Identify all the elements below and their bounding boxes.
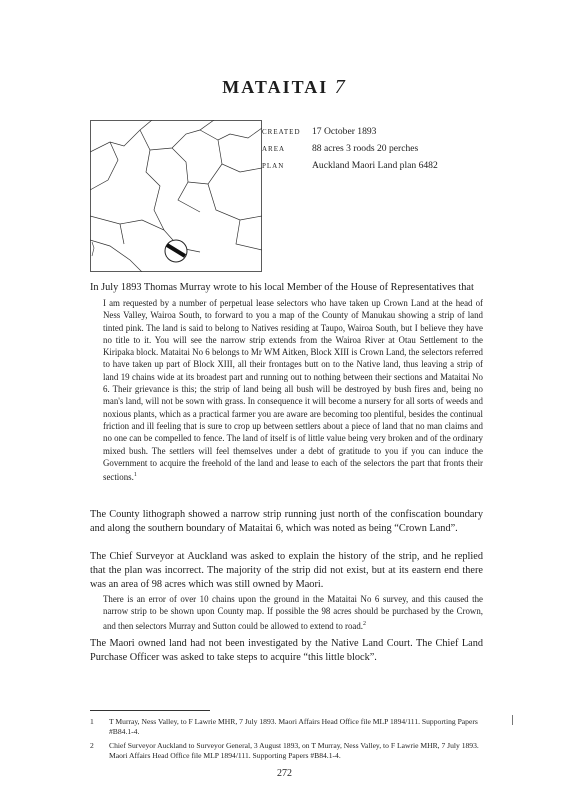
paragraph-county-lithograph: The County lithograph showed a narrow strip running just north of the confiscation boundary and along the southern boundary of Mataitai 6, which was noted as being “Crown Land”. <box>90 509 483 534</box>
footnote-ref[interactable]: 2 <box>363 620 367 627</box>
footnote-rule <box>90 710 210 711</box>
block-quote-2 <box>103 593 483 632</box>
title-name: MATAITAI <box>222 77 329 97</box>
margin-mark <box>512 715 514 725</box>
paragraph-maori-land: The Maori owned land had not been investigated by the Native Land Court. The Chief Land Purchase Officer was asked to take steps to acquire “this little block”. <box>90 638 483 663</box>
footnote-number: 2 <box>90 741 94 750</box>
footnote-text: T Murray, Ness Valley, to F Lawrie MHR, 7 July 1893. Maori Affairs Head Office file MLP 1894/111. Supporting Papers #B84.1-4. <box>109 717 478 736</box>
meta-value: Auckland Maori Land plan 6482 <box>312 160 438 171</box>
meta-key: AREA <box>262 145 286 153</box>
metadata-table <box>262 126 512 177</box>
quote-text: I am requested by a number of perpetual lease selectors who have taken up Crown Land at the head of Ness Valley, Wairoa South, to forward to you a map of the County of Manukau showing a strip of land tinted pink. The land is said to belong to Natives residing at Taupo, Wairoa South, but I believe they have no title to it. You will see the narrow strip extends from the Wairoa River at Otau Settlement to the Kiripaka block. Mataitai No 6 belongs to Mr WM Aitken, Block XIII is Crown Land, the selectors referred to have taken up part of Block XIII, all their frontages butt on to the Native land, thus leaving a strip of land 19 chains wide at its broadest part and running out to nothing between their sections and Mataitai No 6. Their grievance is this; the strip of land being all bush will be destroyed by bush fires and, being no man's land, will not be sown with grass. In consequence it will become a nursery for all sorts of weeds and noxious plants, which as a practical farmer you are aware are becoming too plentiful, besides the continual friction and ill feeling that is sure to crop up between settlers about a piece of land that no man claims and no one can be compelled to fence. The land of itself is of little value being very broken and of the ordinary mixed bush. The settlers will feel themselves under a debt of gratitude to you if you can induce the Government to acquire the freehold of the land and lease to each of the selectors the part that fronts their sections. <box>103 298 483 483</box>
paragraph-intro: In July 1893 Thomas Murray wrote to his local Member of the House of Representatives that <box>90 282 474 293</box>
meta-value: 17 October 1893 <box>312 126 377 137</box>
block-quote-1 <box>103 297 483 483</box>
location-map <box>90 120 262 272</box>
paragraph-chief-surveyor: The Chief Surveyor at Auckland was asked to explain the history of the strip, and he replied that the plan was incorrect. The majority of the strip did not exist, but at its eastern end there was an area of 98 acres which was still owned by Maori. <box>90 551 483 590</box>
footnote-number: 1 <box>90 717 94 726</box>
footnote-1 <box>90 717 490 737</box>
meta-row-area <box>262 143 512 160</box>
meta-key: PLAN <box>262 162 285 170</box>
title-number: 7 <box>334 76 347 98</box>
meta-row-plan <box>262 160 512 177</box>
footnote-text: Chief Surveyor Auckland to Surveyor General, 3 August 1893, on T Murray, Ness Valley, to F Lawrie MHR, 7 July 1893. Maori Affairs Head Office file MLP 1894/111. Supporting Papers #B84.1-4. <box>109 741 479 760</box>
footnote-2 <box>90 741 490 761</box>
meta-key: CREATED <box>262 128 301 136</box>
page-title <box>0 76 569 99</box>
footnote-ref[interactable]: 1 <box>133 472 137 479</box>
meta-row-created <box>262 126 512 143</box>
meta-value: 88 acres 3 roods 20 perches <box>312 143 419 154</box>
quote-text: There is an error of over 10 chains upon the ground in the Mataitai No 6 survey, and this caused the narrow strip to be shown upon County map. If possible the 98 acres should be purchased by the Crown, and then selectors Murray and Sutton could be allowed to extend to road. <box>103 594 483 631</box>
page-number: 272 <box>277 768 292 779</box>
